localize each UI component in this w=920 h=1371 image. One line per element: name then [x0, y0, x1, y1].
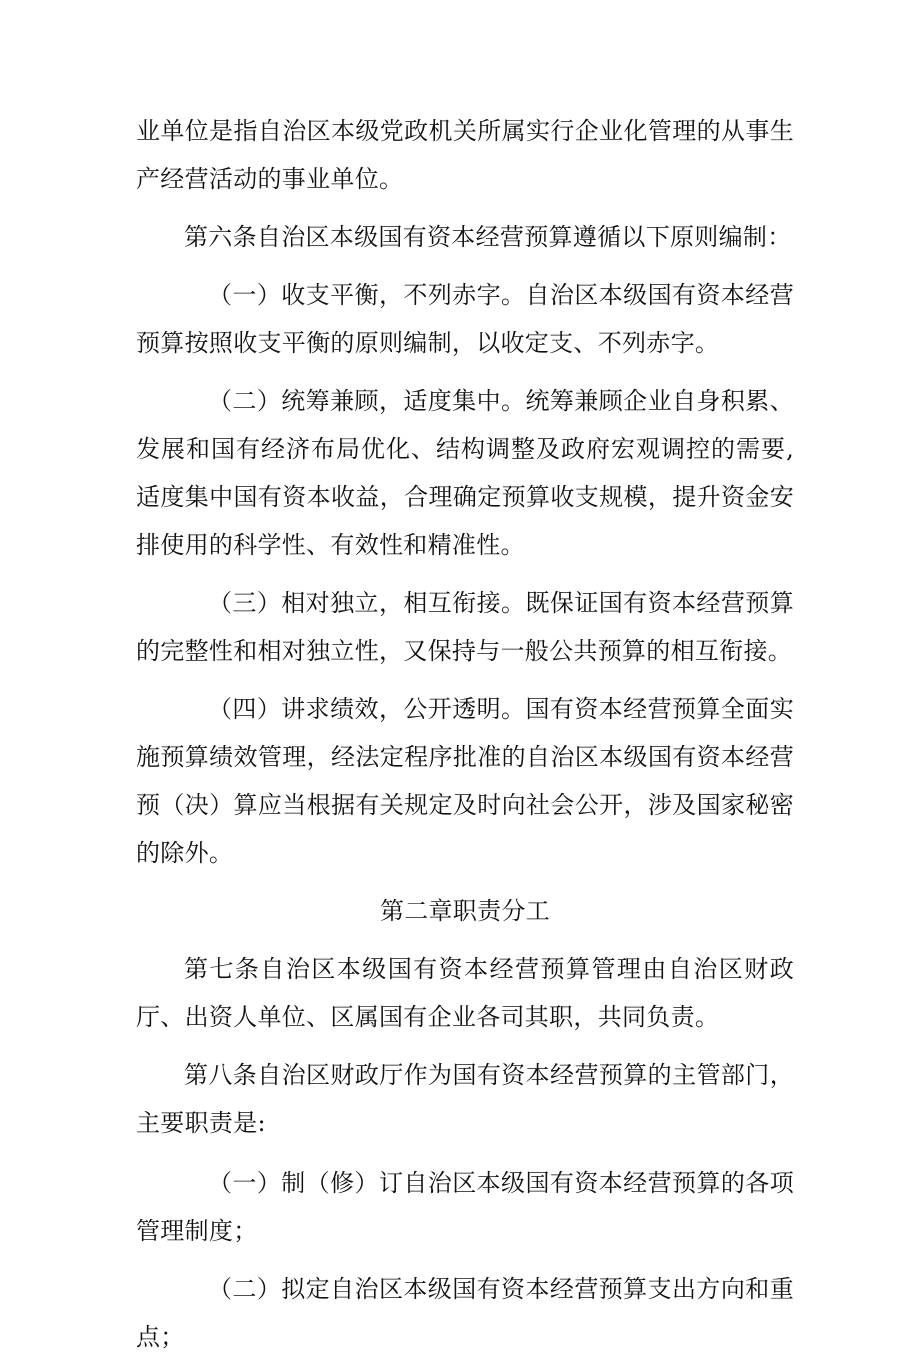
- paragraph-continuation: 业单位是指自治区本级党政机关所属实行企业化管理的从事生产经营活动的事业单位。: [136, 117, 794, 193]
- document-body: [136, 107, 794, 1371]
- paragraph-item-3: （三）相对独立，相互衔接。既保证国有资本经营预算的完整性和相对独立性，又保持与一般公共预算的相互衔接。: [136, 589, 794, 665]
- paragraph-article-8: 第八条自治区财政厅作为国有资本经营预算的主管部门，主要职责是:: [136, 1061, 794, 1137]
- paragraph-duty-2: （二）拟定自治区本级国有资本经营预算支出方向和重点；: [136, 1275, 794, 1351]
- paragraph-item-4: （四）讲求绩效，公开透明。国有资本经营预算全面实施预算绩效管理，经法定程序批准的自治区本级国有资本经营预（决）算应当根据有关规定及时向社会公开，涉及国家秘密的除外。: [136, 695, 794, 867]
- paragraph-item-2: （二）统筹兼顾，适度集中。统筹兼顾企业自身积累、发展和国有经济布局优化、结构调整及政府宏观调控的需要,适度集中国有资本收益，合理确定预算收支规模，提升资金安排使用的科学性、有效性和精准性。: [136, 387, 794, 559]
- paragraph-article-6: 第六条自治区本级国有资本经营预算遵循以下原则编制：: [184, 223, 792, 251]
- chapter-heading: 第二章职责分工: [379, 897, 551, 925]
- paragraph-duty-1: （一）制（修）订自治区本级国有资本经营预算的各项管理制度；: [136, 1169, 794, 1245]
- paragraph-item-1: （一）收支平衡，不列赤字。自治区本级国有资本经营预算按照收支平衡的原则编制，以收定支、不列赤字。: [136, 281, 794, 357]
- paragraph-article-7: 第七条自治区本级国有资本经营预算管理由自治区财政厅、出资人单位、区属国有企业各司其职，共同负责。: [136, 955, 794, 1031]
